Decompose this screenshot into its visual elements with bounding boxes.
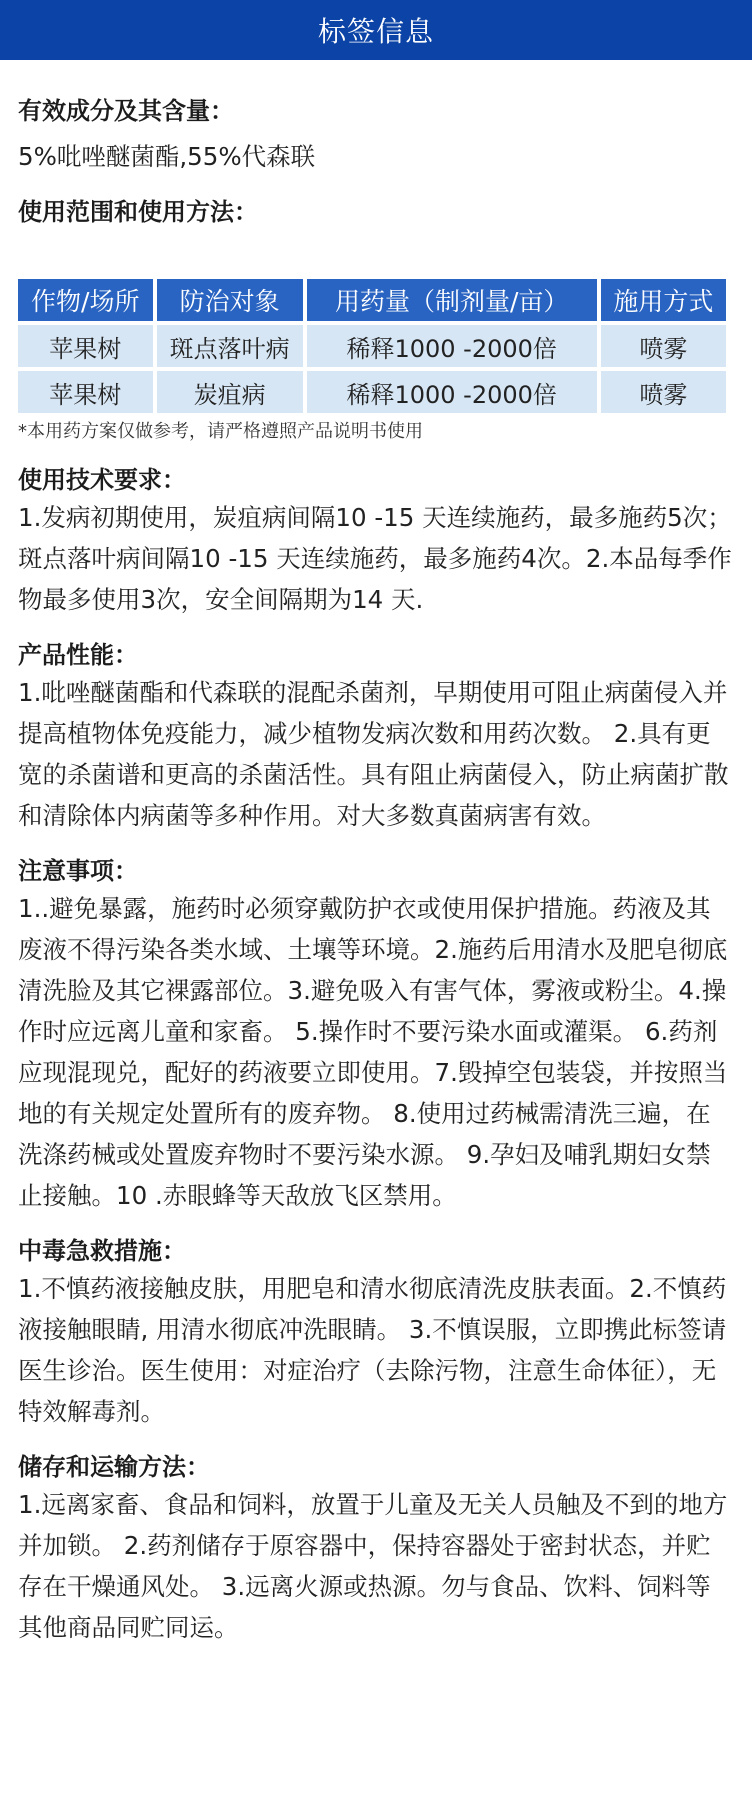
precautions-section xyxy=(18,854,734,1216)
table-header-cell: 作物/场所 xyxy=(18,279,153,321)
page-title: 标签信息 xyxy=(317,15,434,48)
storage-section xyxy=(18,1450,734,1648)
performance-text: 1.吡唑醚菌酯和代森联的混配杀菌剂，早期使用可阻止病菌侵入并提高植物体免疫能力，减少植物发病次数和用药次数。 2.具有更宽的杀菌谱和更高的杀菌活性。具有阻止病菌侵入，防止病菌扩散和清除体内病菌等多种作用。对大多数真菌病害有效。 xyxy=(18,678,729,830)
performance-section xyxy=(18,638,734,836)
ingredients-label: 有效成分及其含量： xyxy=(18,97,234,125)
table-cell: 稀释1000 -2000倍 xyxy=(307,371,597,413)
usage-table xyxy=(14,275,730,417)
first-aid-text: 1.不慎药液接触皮肤，用肥皂和清水彻底清洗皮肤表面。2.不慎药液接触眼睛, 用清水彻底冲洗眼睛。 3.不慎误服，立即携此标签请医生诊治。医生使用：对症治疗（去除污物，注意生命体征），无特效解毒剂。 xyxy=(18,1274,727,1426)
performance-label: 产品性能： xyxy=(18,641,138,669)
table-header-cell: 防治对象 xyxy=(157,279,303,321)
table-header-row xyxy=(18,279,726,321)
table-header-cell: 用药量（制剂量/亩） xyxy=(307,279,597,321)
table-cell: 稀释1000 -2000倍 xyxy=(307,325,597,367)
table-cell: 苹果树 xyxy=(18,371,153,413)
table-row xyxy=(18,371,726,413)
table-cell: 喷雾 xyxy=(601,371,726,413)
technical-text: 1.发病初期使用，炭疽病间隔10 -15 天连续施药，最多施药5次；斑点落叶病间隔10 -15 天连续施药，最多施药4次。2.本品每季作物最多使用3次，安全间隔期为14 天. xyxy=(18,503,732,614)
ingredients-section xyxy=(18,94,734,177)
technical-section xyxy=(18,463,734,620)
table-cell: 炭疽病 xyxy=(157,371,303,413)
storage-label: 储存和运输方法： xyxy=(18,1453,210,1481)
label-content xyxy=(0,60,752,1648)
precautions-text: 1..避免暴露，施药时必须穿戴防护衣或使用保护措施。药液及其废液不得污染各类水域、土壤等环境。2.施药后用清水及肥皂彻底清洗脸及其它裸露部位。3.避免吸入有害气体，雾液或粉尘。4.操作时应远离儿童和家畜。 5.操作时不要污染水面或灌渠。 6.药剂应现混现兑，配好的药液要立即使用。7.毁掉空包装袋，并按照当地的有关规定处置所有的废弃物。 8.使用过药械需清洗三遍，在洗涤药械或处置废弃物时不要污染水源。 9.孕妇及哺乳期妇女禁止接触。10 .赤眼蜂等天敌放飞区禁用。 xyxy=(18,894,728,1210)
precautions-label: 注意事项： xyxy=(18,857,138,885)
table-cell: 喷雾 xyxy=(601,325,726,367)
table-row xyxy=(18,325,726,367)
usage-note: *本用药方案仅做参考，请严格遵照产品说明书使用 xyxy=(18,421,423,442)
usage-label: 使用范围和使用方法： xyxy=(18,198,258,226)
usage-section xyxy=(18,195,734,445)
first-aid-label: 中毒急救措施： xyxy=(18,1237,186,1265)
first-aid-section xyxy=(18,1234,734,1432)
storage-text: 1.远离家畜、食品和饲料，放置于儿童及无关人员触及不到的地方并加锁。 2.药剂储存于原容器中，保持容器处于密封状态，并贮存在干燥通风处。 3.远离火源或热源。勿与食品、饮料、饲料等其他商品同贮同运。 xyxy=(18,1490,728,1642)
table-cell: 苹果树 xyxy=(18,325,153,367)
table-cell: 斑点落叶病 xyxy=(157,325,303,367)
ingredients-value: 5%吡唑醚菌酯,55%代森联 xyxy=(18,142,316,171)
page-header xyxy=(0,0,752,60)
table-header-cell: 施用方式 xyxy=(601,279,726,321)
technical-label: 使用技术要求： xyxy=(18,466,186,494)
